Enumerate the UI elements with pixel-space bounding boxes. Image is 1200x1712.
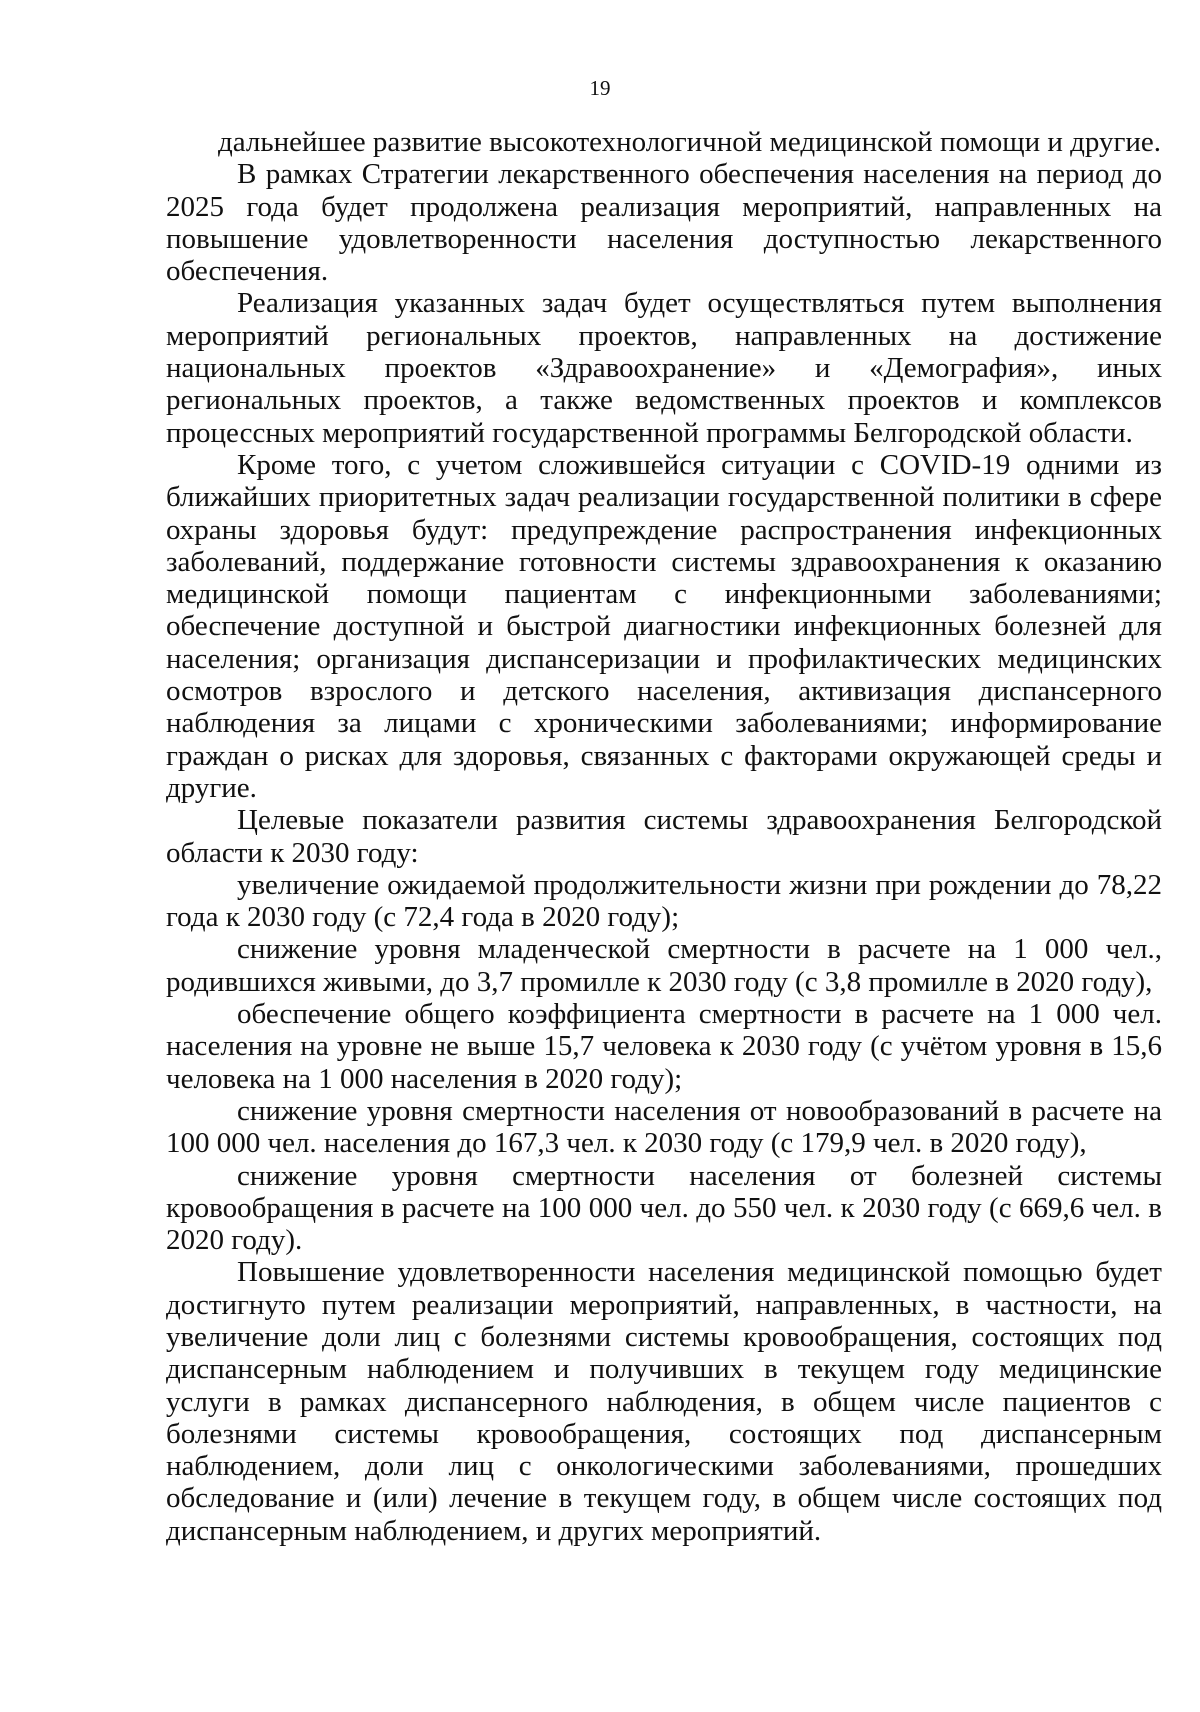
paragraph-satisfaction: Повышение удовлетворенности населения медицинской помощью будет достигнуто путем реализации мероприятий, направленных, в частности, на увеличение доли лиц с болезнями системы кровообращения, состоящих под диспансерным наблюдением и получивших в текущем году медицинские услуги в рамках диспансерного наблюдения, в общем числе пациентов с болезнями системы кровообращения, состоящих под диспансерным наблюдением, доли лиц с онкологическими заболеваниями, прошедших обследование и (или) лечение в текущем году, в общем числе состоящих под диспансерным наблюдением, и других мероприятий. xyxy=(166,1256,1162,1547)
paragraph-continuation: дальнейшее развитие высокотехнологичной медицинской помощи и другие. xyxy=(218,126,1162,158)
indicator-infant-mortality: снижение уровня младенческой смертности в расчете на 1 000 чел., родившихся живыми, до 3,7 промилле к 2030 году (с 3,8 промилле в 2020 году), xyxy=(166,933,1162,998)
paragraph-implementation: Реализация указанных задач будет осуществляться путем выполнения мероприятий региональных проектов, направленных на достижение национальных проектов «Здравоохранение» и «Демография», иных региональных проектов, а также ведомственных проектов и комплексов процессных мероприятий государственной программы Белгородской области. xyxy=(166,287,1162,449)
document-body xyxy=(166,126,1162,1547)
page-number: 19 xyxy=(589,76,611,100)
paragraph-target-indicators: Целевые показатели развития системы здравоохранения Белгородской области к 2030 году: xyxy=(166,804,1162,869)
indicator-general-mortality: обеспечение общего коэффициента смертности в расчете на 1 000 чел. населения на уровне не выше 15,7 человека к 2030 году (с учётом уровня в 15,6 человека на 1 000 населения в 2020 году); xyxy=(166,998,1162,1095)
indicator-life-expectancy: увеличение ожидаемой продолжительности жизни при рождении до 78,22 года к 2030 году (с 72,4 года в 2020 году); xyxy=(166,868,1162,934)
indicator-cancer-mortality: снижение уровня смертности населения от новообразований в расчете на 100 000 чел. населения до 167,3 чел. к 2030 году (с 179,9 чел. в 2020 году), xyxy=(166,1094,1162,1160)
paragraph-covid-priorities: Кроме того, с учетом сложившейся ситуации с COVID-19 одними из ближайших приоритетных задач реализации государственной политики в сфере охраны здоровья будут: предупреждение распространения инфекционных заболеваний, поддержание готовности системы здравоохранения к оказанию медицинской помощи пациентам с инфекционными заболеваниями; обеспечение доступной и быстрой диагностики инфекционных болезней для населения; организация диспансеризации и профилактических медицинских осмотров взрослого и детского населения, активизация диспансерного наблюдения за лицами с хроническими заболеваниями; информирование граждан о рисках для здоровья, связанных с факторами окружающей среды и другие. xyxy=(166,448,1162,804)
paragraph-medicines-strategy: В рамках Стратегии лекарственного обеспечения населения на период до 2025 года будет продолжена реализация мероприятий, направленных на повышение удовлетворенности населения доступностью лекарственного обеспечения. xyxy=(166,158,1162,288)
indicator-circulatory-mortality: снижение уровня смертности населения от болезней системы кровообращения в расчете на 100 000 чел. до 550 чел. к 2030 году (с 669,6 чел. в 2020 году). xyxy=(166,1159,1162,1257)
